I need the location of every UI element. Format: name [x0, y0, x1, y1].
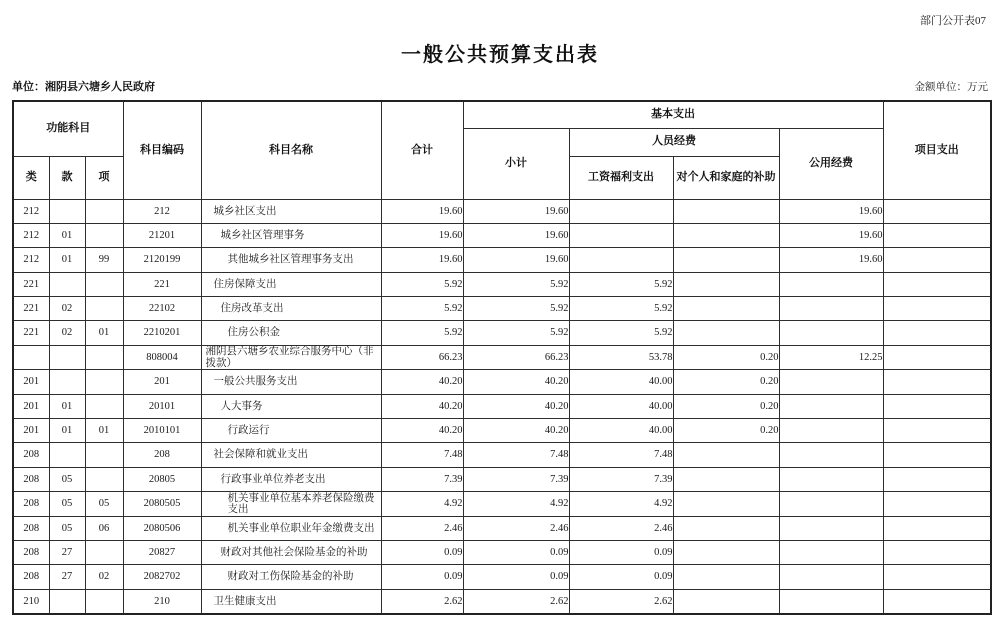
- cell-total: 7.39: [381, 467, 463, 491]
- cell-item: [85, 467, 123, 491]
- cell-section: 27: [49, 565, 85, 589]
- cell-subsidy: [673, 467, 779, 491]
- cell-total: 5.92: [381, 272, 463, 296]
- cell-public: [779, 565, 883, 589]
- cell-subtotal: 40.20: [463, 394, 569, 418]
- cell-name: 财政对工伤保险基金的补助: [201, 565, 381, 589]
- cell-code: 212: [123, 199, 201, 223]
- cell-code: 21201: [123, 223, 201, 247]
- cell-code: 2080505: [123, 492, 201, 516]
- table-row: [13, 443, 991, 467]
- cell-project: [883, 370, 991, 394]
- cell-item: 05: [85, 492, 123, 516]
- cell-subtotal: 7.39: [463, 467, 569, 491]
- table-row: [13, 223, 991, 247]
- table-row: [13, 297, 991, 321]
- cell-name: 住房公积金: [201, 321, 381, 345]
- cell-section: [49, 345, 85, 369]
- cell-wage: 40.00: [569, 419, 673, 443]
- cell-class: 208: [13, 467, 49, 491]
- cell-subtotal: 2.62: [463, 589, 569, 613]
- cell-class: 208: [13, 492, 49, 516]
- header-function-subject: 功能科目: [13, 101, 123, 156]
- table-row: [13, 540, 991, 564]
- cell-public: [779, 370, 883, 394]
- cell-section: 05: [49, 467, 85, 491]
- cell-wage: [569, 248, 673, 272]
- cell-total: 4.92: [381, 492, 463, 516]
- table-header: [13, 101, 991, 199]
- cell-public: [779, 272, 883, 296]
- cell-total: 0.09: [381, 540, 463, 564]
- cell-code: 2080506: [123, 516, 201, 540]
- table-row: [13, 345, 991, 369]
- table-row: [13, 272, 991, 296]
- cell-subsidy: [673, 516, 779, 540]
- page-title: 一般公共预算支出表: [401, 44, 599, 66]
- cell-name: 城乡社区支出: [201, 199, 381, 223]
- header-class: 类: [13, 156, 49, 199]
- cell-section: 02: [49, 321, 85, 345]
- cell-section: 27: [49, 540, 85, 564]
- header-subtotal: 小计: [463, 128, 569, 199]
- cell-subsidy: 0.20: [673, 345, 779, 369]
- cell-subsidy: [673, 540, 779, 564]
- cell-subtotal: 5.92: [463, 297, 569, 321]
- cell-subtotal: 19.60: [463, 248, 569, 272]
- cell-section: 01: [49, 394, 85, 418]
- cell-section: 02: [49, 297, 85, 321]
- cell-code: 22102: [123, 297, 201, 321]
- cell-section: 01: [49, 248, 85, 272]
- cell-subtotal: 66.23: [463, 345, 569, 369]
- cell-subtotal: 5.92: [463, 272, 569, 296]
- cell-public: 19.60: [779, 199, 883, 223]
- amount-unit-label: 金额单位：万元: [914, 82, 988, 93]
- cell-section: [49, 443, 85, 467]
- cell-name: 社会保障和就业支出: [201, 443, 381, 467]
- cell-wage: 5.92: [569, 321, 673, 345]
- cell-item: [85, 223, 123, 247]
- cell-class: 201: [13, 419, 49, 443]
- cell-code: 2120199: [123, 248, 201, 272]
- cell-public: [779, 297, 883, 321]
- cell-subsidy: 0.20: [673, 370, 779, 394]
- cell-name: 机关事业单位基本养老保险缴费支出: [201, 492, 381, 516]
- meta-row: [12, 78, 988, 94]
- cell-item: 06: [85, 516, 123, 540]
- cell-item: 01: [85, 321, 123, 345]
- cell-section: [49, 272, 85, 296]
- table-body: [13, 199, 991, 614]
- header-individual-family-subsidy: 对个人和家庭的补助: [673, 156, 779, 199]
- cell-project: [883, 297, 991, 321]
- cell-total: 5.92: [381, 321, 463, 345]
- cell-total: 19.60: [381, 223, 463, 247]
- cell-project: [883, 394, 991, 418]
- cell-public: [779, 589, 883, 613]
- cell-code: 20827: [123, 540, 201, 564]
- cell-public: [779, 419, 883, 443]
- cell-public: [779, 443, 883, 467]
- cell-wage: [569, 223, 673, 247]
- cell-name: 人大事务: [201, 394, 381, 418]
- header-public-funds: 公用经费: [779, 128, 883, 199]
- cell-class: 221: [13, 321, 49, 345]
- cell-item: 01: [85, 419, 123, 443]
- table-row: [13, 419, 991, 443]
- cell-total: 0.09: [381, 565, 463, 589]
- budget-table: [12, 100, 992, 615]
- cell-code: 2082702: [123, 565, 201, 589]
- cell-subsidy: [673, 272, 779, 296]
- cell-code: 808004: [123, 345, 201, 369]
- cell-code: 20805: [123, 467, 201, 491]
- cell-name: 住房改革支出: [201, 297, 381, 321]
- cell-code: 210: [123, 589, 201, 613]
- cell-wage: 53.78: [569, 345, 673, 369]
- table-row: [13, 199, 991, 223]
- cell-item: [85, 272, 123, 296]
- cell-wage: 40.00: [569, 370, 673, 394]
- cell-wage: [569, 199, 673, 223]
- cell-name: 湘阴县六塘乡农业综合服务中心（非拨款）: [201, 345, 381, 369]
- cell-project: [883, 223, 991, 247]
- cell-class: 221: [13, 297, 49, 321]
- cell-name: 一般公共服务支出: [201, 370, 381, 394]
- cell-wage: 5.92: [569, 297, 673, 321]
- table-row: [13, 492, 991, 516]
- cell-project: [883, 199, 991, 223]
- cell-name: 卫生健康支出: [201, 589, 381, 613]
- table-row: [13, 370, 991, 394]
- cell-subtotal: 7.48: [463, 443, 569, 467]
- cell-project: [883, 419, 991, 443]
- cell-subsidy: [673, 443, 779, 467]
- cell-total: 19.60: [381, 199, 463, 223]
- cell-subtotal: 4.92: [463, 492, 569, 516]
- cell-wage: 0.09: [569, 540, 673, 564]
- cell-total: 40.20: [381, 370, 463, 394]
- cell-subsidy: [673, 297, 779, 321]
- cell-subsidy: [673, 321, 779, 345]
- cell-project: [883, 492, 991, 516]
- cell-section: [49, 589, 85, 613]
- table-row: [13, 467, 991, 491]
- cell-class: 201: [13, 370, 49, 394]
- cell-section: [49, 370, 85, 394]
- cell-class: 212: [13, 223, 49, 247]
- cell-public: [779, 492, 883, 516]
- cell-public: [779, 516, 883, 540]
- cell-wage: 5.92: [569, 272, 673, 296]
- cell-item: [85, 394, 123, 418]
- cell-subsidy: [673, 492, 779, 516]
- cell-code: 2210201: [123, 321, 201, 345]
- cell-project: [883, 540, 991, 564]
- cell-project: [883, 321, 991, 345]
- cell-subtotal: 0.09: [463, 540, 569, 564]
- cell-project: [883, 565, 991, 589]
- cell-class: 212: [13, 199, 49, 223]
- cell-subtotal: 2.46: [463, 516, 569, 540]
- cell-public: [779, 467, 883, 491]
- header-basic-expenditure: 基本支出: [463, 101, 883, 128]
- header-row-1: [13, 101, 991, 128]
- cell-total: 2.46: [381, 516, 463, 540]
- cell-class: 208: [13, 565, 49, 589]
- cell-public: [779, 540, 883, 564]
- cell-wage: 2.46: [569, 516, 673, 540]
- header-section: 款: [49, 156, 85, 199]
- cell-subsidy: [673, 589, 779, 613]
- cell-item: [85, 345, 123, 369]
- cell-project: [883, 516, 991, 540]
- cell-total: 19.60: [381, 248, 463, 272]
- cell-item: 02: [85, 565, 123, 589]
- table-row: [13, 516, 991, 540]
- header-project-expenditure: 项目支出: [883, 101, 991, 199]
- cell-public: [779, 321, 883, 345]
- cell-total: 40.20: [381, 419, 463, 443]
- cell-wage: 7.48: [569, 443, 673, 467]
- cell-project: [883, 272, 991, 296]
- unit-label: 单位：湘阴县六塘乡人民政府: [12, 81, 155, 93]
- cell-name: 行政运行: [201, 419, 381, 443]
- cell-project: [883, 345, 991, 369]
- cell-code: 20101: [123, 394, 201, 418]
- header-total: 合计: [381, 101, 463, 199]
- cell-class: 208: [13, 443, 49, 467]
- table-row: [13, 394, 991, 418]
- cell-total: 2.62: [381, 589, 463, 613]
- cell-total: 40.20: [381, 394, 463, 418]
- cell-item: [85, 370, 123, 394]
- cell-class: 212: [13, 248, 49, 272]
- cell-code: 2010101: [123, 419, 201, 443]
- cell-name: 其他城乡社区管理事务支出: [201, 248, 381, 272]
- cell-code: 208: [123, 443, 201, 467]
- cell-class: 208: [13, 540, 49, 564]
- table-row: [13, 248, 991, 272]
- cell-item: [85, 199, 123, 223]
- cell-name: 城乡社区管理事务: [201, 223, 381, 247]
- cell-total: 66.23: [381, 345, 463, 369]
- cell-wage: 40.00: [569, 394, 673, 418]
- cell-project: [883, 589, 991, 613]
- table-row: [13, 321, 991, 345]
- cell-public: 12.25: [779, 345, 883, 369]
- cell-subtotal: 19.60: [463, 223, 569, 247]
- header-wage-welfare: 工资福利支出: [569, 156, 673, 199]
- cell-project: [883, 443, 991, 467]
- cell-subtotal: 40.20: [463, 370, 569, 394]
- cell-subsidy: 0.20: [673, 394, 779, 418]
- table-row: [13, 565, 991, 589]
- cell-code: 221: [123, 272, 201, 296]
- header-subject-code: 科目编码: [123, 101, 201, 199]
- cell-subsidy: [673, 199, 779, 223]
- cell-total: 5.92: [381, 297, 463, 321]
- cell-subtotal: 0.09: [463, 565, 569, 589]
- header-item: 项: [85, 156, 123, 199]
- cell-total: 7.48: [381, 443, 463, 467]
- cell-class: 208: [13, 516, 49, 540]
- cell-wage: 7.39: [569, 467, 673, 491]
- cell-subsidy: [673, 565, 779, 589]
- cell-item: [85, 540, 123, 564]
- cell-section: 01: [49, 419, 85, 443]
- cell-section: [49, 199, 85, 223]
- cell-wage: 4.92: [569, 492, 673, 516]
- header-subject-name: 科目名称: [201, 101, 381, 199]
- cell-class: 221: [13, 272, 49, 296]
- table-row: [13, 589, 991, 613]
- cell-public: 19.60: [779, 223, 883, 247]
- cell-subtotal: 19.60: [463, 199, 569, 223]
- cell-wage: 0.09: [569, 565, 673, 589]
- cell-project: [883, 248, 991, 272]
- cell-section: 05: [49, 492, 85, 516]
- cell-wage: 2.62: [569, 589, 673, 613]
- form-number-label: 部门公开表07: [920, 15, 986, 27]
- cell-project: [883, 467, 991, 491]
- cell-code: 201: [123, 370, 201, 394]
- cell-section: 05: [49, 516, 85, 540]
- cell-item: [85, 589, 123, 613]
- cell-section: 01: [49, 223, 85, 247]
- cell-name: 财政对其他社会保险基金的补助: [201, 540, 381, 564]
- cell-class: 201: [13, 394, 49, 418]
- cell-subtotal: 40.20: [463, 419, 569, 443]
- cell-name: 行政事业单位养老支出: [201, 467, 381, 491]
- cell-public: [779, 394, 883, 418]
- cell-class: 210: [13, 589, 49, 613]
- cell-class: [13, 345, 49, 369]
- cell-subsidy: 0.20: [673, 419, 779, 443]
- cell-name: 机关事业单位职业年金缴费支出: [201, 516, 381, 540]
- cell-public: 19.60: [779, 248, 883, 272]
- cell-item: [85, 297, 123, 321]
- cell-item: 99: [85, 248, 123, 272]
- cell-name: 住房保障支出: [201, 272, 381, 296]
- header-personnel-funds: 人员经费: [569, 128, 779, 156]
- cell-subsidy: [673, 248, 779, 272]
- cell-item: [85, 443, 123, 467]
- cell-subtotal: 5.92: [463, 321, 569, 345]
- cell-subsidy: [673, 223, 779, 247]
